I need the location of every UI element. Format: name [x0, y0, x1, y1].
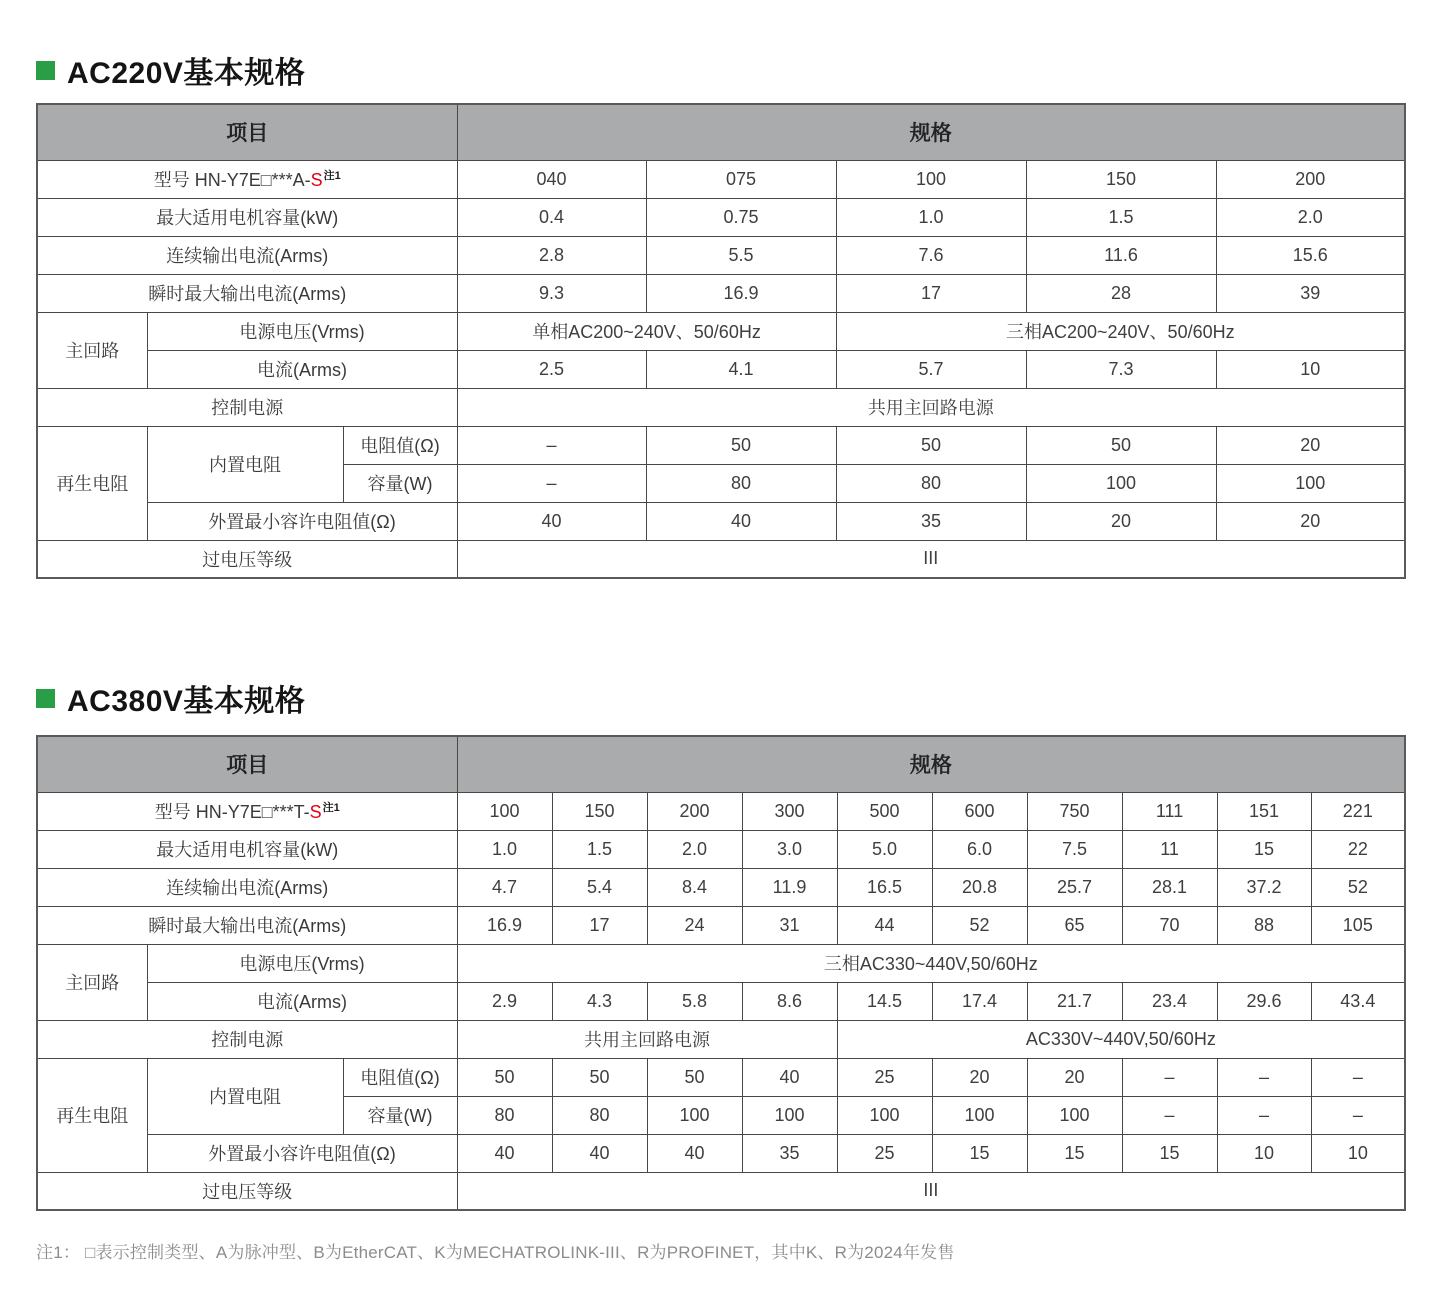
resistance-value: –	[457, 426, 646, 464]
group-label-main-circuit: 主回路	[37, 944, 147, 1020]
capacity-value: 1.0	[457, 830, 552, 868]
row-label-main-current: 电流(Arms)	[147, 982, 457, 1020]
section-ac380v-title	[36, 676, 305, 720]
peak-current-value: 31	[742, 906, 837, 944]
peak-current-value: 9.3	[457, 274, 646, 312]
model-value: 151	[1217, 792, 1311, 830]
row-label-control-power: 控制电源	[37, 1020, 457, 1058]
main-current-value: 21.7	[1027, 982, 1122, 1020]
voltage-value-single-phase: 单相AC200~240V、50/60Hz	[457, 312, 836, 350]
cont-current-value: 5.5	[646, 236, 836, 274]
peak-current-value: 52	[932, 906, 1027, 944]
note-ref: 注1	[322, 802, 340, 814]
control-power-value-ac330: AC330V~440V,50/60Hz	[837, 1020, 1405, 1058]
external-min-value: 10	[1311, 1134, 1405, 1172]
external-min-value: 40	[552, 1134, 647, 1172]
model-value: 111	[1122, 792, 1217, 830]
wattage-value: –	[1217, 1096, 1311, 1134]
row-label-external-min: 外置最小容许电阻值(Ω)	[147, 502, 457, 540]
row-label-model	[37, 792, 457, 830]
row-label-capacity: 最大适用电机容量(kW)	[37, 830, 457, 868]
external-min-value: 15	[1122, 1134, 1217, 1172]
model-value: 150	[552, 792, 647, 830]
external-min-value: 15	[932, 1134, 1027, 1172]
row-label-external-min: 外置最小容许电阻值(Ω)	[147, 1134, 457, 1172]
table-ac380v	[36, 735, 1406, 1211]
row-label-cont-current: 连续输出电流(Arms)	[37, 236, 457, 274]
row-label-model	[37, 160, 457, 198]
resistance-value: 20	[1216, 426, 1405, 464]
resistance-value: –	[1311, 1058, 1405, 1096]
model-prefix: 型号 HN-Y7E□***A-	[153, 170, 311, 190]
cont-current-value: 25.7	[1027, 868, 1122, 906]
row-label-peak-current: 瞬时最大输出电流(Arms)	[37, 274, 457, 312]
capacity-value: 22	[1311, 830, 1405, 868]
group-label-main-circuit: 主回路	[37, 312, 147, 388]
wattage-value: –	[457, 464, 646, 502]
peak-current-value: 70	[1122, 906, 1217, 944]
model-value: 500	[837, 792, 932, 830]
row-label-wattage: 容量(W)	[343, 464, 457, 502]
main-current-value: 29.6	[1217, 982, 1311, 1020]
external-min-value: 15	[1027, 1134, 1122, 1172]
row-label-cont-current: 连续输出电流(Arms)	[37, 868, 457, 906]
model-suffix-s: S	[310, 170, 323, 190]
peak-current-value: 28	[1026, 274, 1216, 312]
wattage-value: 80	[457, 1096, 552, 1134]
peak-current-value: 17	[836, 274, 1026, 312]
peak-current-value: 39	[1216, 274, 1405, 312]
model-value: 200	[647, 792, 742, 830]
wattage-value: 100	[932, 1096, 1027, 1134]
peak-current-value: 16.9	[457, 906, 552, 944]
resistance-value: 50	[646, 426, 836, 464]
cont-current-value: 37.2	[1217, 868, 1311, 906]
external-min-value: 40	[647, 1134, 742, 1172]
capacity-value: 7.5	[1027, 830, 1122, 868]
model-prefix: 型号 HN-Y7E□***T-	[154, 802, 310, 822]
cont-current-value: 11.6	[1026, 236, 1216, 274]
model-value: 075	[646, 160, 836, 198]
cont-current-value: 20.8	[932, 868, 1027, 906]
col-header-spec: 规格	[457, 736, 1405, 792]
resistance-value: 50	[647, 1058, 742, 1096]
cont-current-value: 4.7	[457, 868, 552, 906]
capacity-value: 0.75	[646, 198, 836, 236]
wattage-value: 80	[552, 1096, 647, 1134]
capacity-value: 0.4	[457, 198, 646, 236]
main-current-value: 2.9	[457, 982, 552, 1020]
model-value: 100	[457, 792, 552, 830]
model-value: 150	[1026, 160, 1216, 198]
cont-current-value: 52	[1311, 868, 1405, 906]
wattage-value: 100	[837, 1096, 932, 1134]
row-label-voltage: 电源电压(Vrms)	[147, 944, 457, 982]
overvoltage-value: III	[457, 540, 1405, 578]
capacity-value: 11	[1122, 830, 1217, 868]
col-header-item: 项目	[37, 104, 457, 160]
col-header-spec: 规格	[457, 104, 1405, 160]
main-current-value: 5.7	[836, 350, 1026, 388]
cont-current-value: 5.4	[552, 868, 647, 906]
model-value: 750	[1027, 792, 1122, 830]
wattage-value: –	[1122, 1096, 1217, 1134]
resistance-value: 25	[837, 1058, 932, 1096]
builtin-resistor-label: 内置电阻	[147, 1058, 343, 1134]
row-label-peak-current: 瞬时最大输出电流(Arms)	[37, 906, 457, 944]
external-min-value: 40	[457, 1134, 552, 1172]
overvoltage-value: III	[457, 1172, 1405, 1210]
model-value: 200	[1216, 160, 1405, 198]
resistance-value: 50	[836, 426, 1026, 464]
resistance-value: 20	[932, 1058, 1027, 1096]
col-header-item: 项目	[37, 736, 457, 792]
main-current-value: 4.3	[552, 982, 647, 1020]
cont-current-value: 28.1	[1122, 868, 1217, 906]
wattage-value: 100	[1216, 464, 1405, 502]
main-current-value: 7.3	[1026, 350, 1216, 388]
peak-current-value: 24	[647, 906, 742, 944]
note-ref: 注1	[323, 170, 341, 182]
capacity-value: 1.0	[836, 198, 1026, 236]
wattage-value: 100	[1027, 1096, 1122, 1134]
main-current-value: 43.4	[1311, 982, 1405, 1020]
wattage-value: 100	[742, 1096, 837, 1134]
peak-current-value: 105	[1311, 906, 1405, 944]
row-label-overvoltage: 过电压等级	[37, 540, 457, 578]
external-min-value: 35	[836, 502, 1026, 540]
wattage-value: 100	[647, 1096, 742, 1134]
peak-current-value: 88	[1217, 906, 1311, 944]
model-value: 600	[932, 792, 1027, 830]
main-current-value: 2.5	[457, 350, 646, 388]
main-current-value: 5.8	[647, 982, 742, 1020]
resistance-value: 50	[1026, 426, 1216, 464]
model-value: 300	[742, 792, 837, 830]
resistance-value: –	[1122, 1058, 1217, 1096]
cont-current-value: 8.4	[647, 868, 742, 906]
resistance-value: 40	[742, 1058, 837, 1096]
row-label-main-current: 电流(Arms)	[147, 350, 457, 388]
group-label-regen: 再生电阻	[37, 1058, 147, 1172]
wattage-value: –	[1311, 1096, 1405, 1134]
resistance-value: 50	[552, 1058, 647, 1096]
cont-current-value: 2.8	[457, 236, 646, 274]
row-label-resistance: 电阻值(Ω)	[343, 426, 457, 464]
capacity-value: 6.0	[932, 830, 1027, 868]
capacity-value: 3.0	[742, 830, 837, 868]
row-label-wattage: 容量(W)	[343, 1096, 457, 1134]
control-power-value: 共用主回路电源	[457, 388, 1405, 426]
model-value: 100	[836, 160, 1026, 198]
row-label-control-power: 控制电源	[37, 388, 457, 426]
green-square-icon	[36, 689, 55, 708]
green-square-icon	[36, 61, 55, 80]
external-min-value: 35	[742, 1134, 837, 1172]
peak-current-value: 17	[552, 906, 647, 944]
peak-current-value: 44	[837, 906, 932, 944]
builtin-resistor-label: 内置电阻	[147, 426, 343, 502]
capacity-value: 2.0	[1216, 198, 1405, 236]
resistance-value: –	[1217, 1058, 1311, 1096]
model-value: 221	[1311, 792, 1405, 830]
capacity-value: 2.0	[647, 830, 742, 868]
section-title-text: AC380V基本规格	[67, 685, 306, 718]
wattage-value: 80	[646, 464, 836, 502]
section-title-text: AC220V基本规格	[67, 57, 306, 90]
model-suffix-s: S	[309, 802, 322, 822]
external-min-value: 40	[646, 502, 836, 540]
external-min-value: 25	[837, 1134, 932, 1172]
main-current-value: 14.5	[837, 982, 932, 1020]
external-min-value: 10	[1217, 1134, 1311, 1172]
capacity-value: 1.5	[1026, 198, 1216, 236]
voltage-value-three-phase: 三相AC200~240V、50/60Hz	[836, 312, 1405, 350]
peak-current-value: 16.9	[646, 274, 836, 312]
table-ac220v	[36, 103, 1406, 579]
external-min-value: 20	[1216, 502, 1405, 540]
row-label-capacity: 最大适用电机容量(kW)	[37, 198, 457, 236]
row-label-voltage: 电源电压(Vrms)	[147, 312, 457, 350]
model-value: 040	[457, 160, 646, 198]
main-current-value: 10	[1216, 350, 1405, 388]
row-label-resistance: 电阻值(Ω)	[343, 1058, 457, 1096]
control-power-value-shared: 共用主回路电源	[457, 1020, 837, 1058]
main-current-value: 4.1	[646, 350, 836, 388]
capacity-value: 15	[1217, 830, 1311, 868]
main-current-value: 23.4	[1122, 982, 1217, 1020]
external-min-value: 20	[1026, 502, 1216, 540]
capacity-value: 5.0	[837, 830, 932, 868]
wattage-value: 80	[836, 464, 1026, 502]
cont-current-value: 7.6	[836, 236, 1026, 274]
cont-current-value: 16.5	[837, 868, 932, 906]
capacity-value: 1.5	[552, 830, 647, 868]
group-label-regen: 再生电阻	[37, 426, 147, 540]
cont-current-value: 15.6	[1216, 236, 1405, 274]
resistance-value: 50	[457, 1058, 552, 1096]
wattage-value: 100	[1026, 464, 1216, 502]
peak-current-value: 65	[1027, 906, 1122, 944]
footnote: 注1： □表示控制类型、A为脉冲型、B为EtherCAT、K为MECHATROLINK-III、R为PROFINET，其中K、R为2024年发售	[36, 1243, 955, 1262]
external-min-value: 40	[457, 502, 646, 540]
main-current-value: 8.6	[742, 982, 837, 1020]
section-ac220v-title	[36, 48, 305, 92]
row-label-overvoltage: 过电压等级	[37, 1172, 457, 1210]
voltage-value-three-phase: 三相AC330~440V,50/60Hz	[457, 944, 1405, 982]
cont-current-value: 11.9	[742, 868, 837, 906]
main-current-value: 17.4	[932, 982, 1027, 1020]
resistance-value: 20	[1027, 1058, 1122, 1096]
